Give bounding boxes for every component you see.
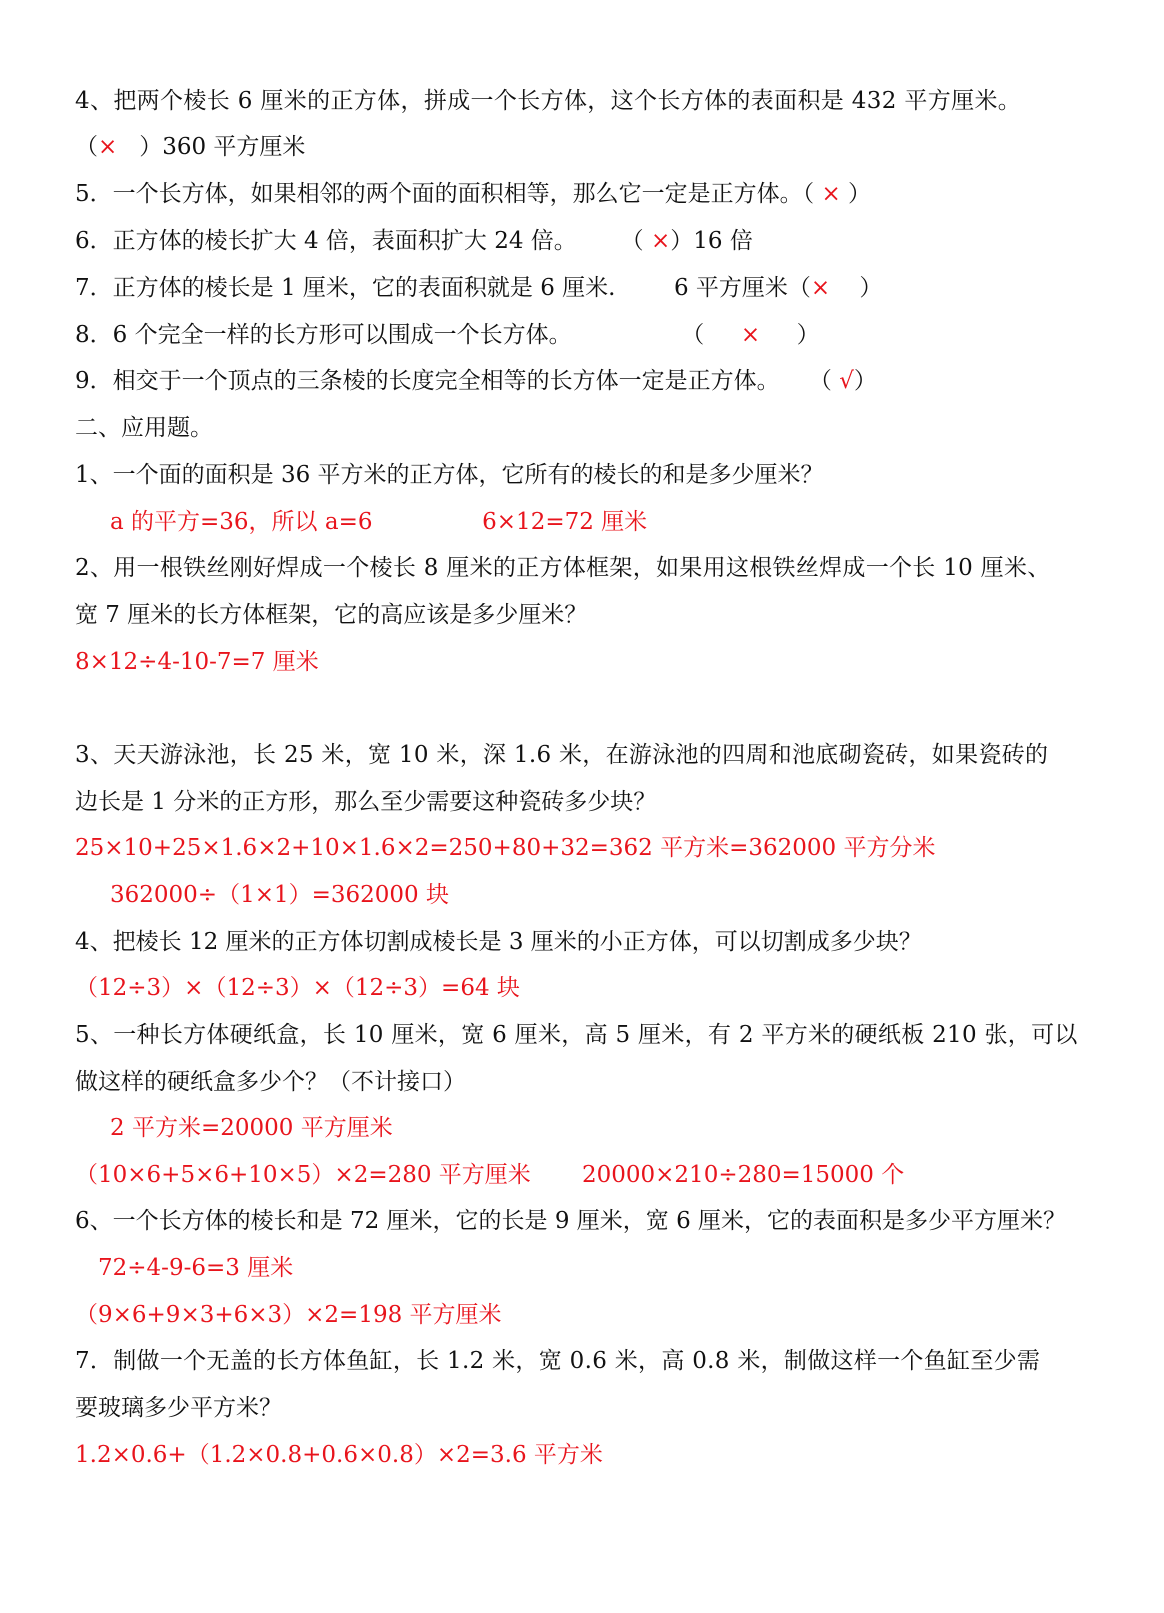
judge-q7 (75, 273, 882, 303)
problem-7-question-line1: 7．制做一个无盖的长方体鱼缸，长 1.2 米，宽 0.6 米，高 0.8 米，制做这样一个鱼缸至少需 (75, 1348, 1041, 1374)
problem-3-question-line1: 3、天天游泳池，长 25 米，宽 10 米，深 1.6 米，在游泳池的四周和池底砌瓷砖，如果瓷砖的 (75, 742, 1049, 768)
judge-q6-mark: × (650, 228, 671, 254)
judge-q5-close: ） (840, 181, 872, 207)
judge-q5-text: 5．一个长方体，如果相邻的两个面的面积相等，那么它一定是正方体。（ (75, 181, 822, 207)
problem-2-answer: 8×12÷4-10-7=7 厘米 (75, 649, 319, 675)
judge-q9-mark: √ (839, 368, 854, 394)
problem-1-question: 1、一个面的面积是 36 平方米的正方体，它所有的棱长的和是多少厘米？ (75, 462, 824, 488)
judge-q5 (75, 179, 871, 209)
judge-q4-answer-line (75, 132, 305, 162)
judge-q6-close: ）16 倍 (670, 228, 753, 254)
judge-q8-text: 8．6 个完全一样的长方形可以围成一个长方体。 （ (75, 322, 741, 348)
judge-q4 (75, 86, 1021, 116)
problem-4-answer: （12÷3）×（12÷3）×（12÷3）=64 块 (75, 975, 520, 1001)
problem-5-answer-line1: 2 平方米=20000 平方厘米 (110, 1115, 393, 1141)
judge-q7-text: 7．正方体的棱长是 1 厘米，它的表面积就是 6 厘米. 6 平方厘米（ (75, 275, 811, 301)
problem-6-answer-line2: （9×6+9×3+6×3）×2=198 平方厘米 (75, 1302, 502, 1328)
judge-q9-text: 9．相交于一个顶点的三条棱的长度完全相等的长方体一定是正方体。 （ (75, 368, 840, 394)
judge-q9 (75, 366, 877, 396)
problem-7-answer: 1.2×0.6+（1.2×0.8+0.6×0.8）×2=3.6 平方米 (75, 1442, 603, 1468)
judge-q7-close: ） (830, 275, 883, 301)
problem-2-question-line1: 2、用一根铁丝刚好焊成一个棱长 8 厘米的正方体框架，如果用这根铁丝焊成一个长 10 厘米、 (75, 555, 1051, 581)
problem-3-answer-line1: 25×10+25×1.6×2+10×1.6×2=250+80+32=362 平方米=362000 平方分米 (75, 835, 936, 861)
judge-q8-close: ） (760, 322, 820, 348)
problem-6-answer-line1: 72÷4-9-6=3 厘米 (98, 1255, 294, 1281)
judge-q4-mark: × (98, 134, 118, 160)
problem-2-question-line2: 宽 7 厘米的长方体框架，它的高应该是多少厘米？ (75, 602, 588, 628)
problem-3-question-line2: 边长是 1 分米的正方形，那么至少需要这种瓷砖多少块？ (75, 789, 657, 815)
problem-5-question-line2: 做这样的硬纸盒多少个？（不计接口） (75, 1069, 466, 1095)
problem-5-answer-line2: （10×6+5×6+10×5）×2=280 平方厘米 20000×210÷280=15000 个 (75, 1162, 905, 1188)
judge-q4-text: 4、把两个棱长 6 厘米的正方体，拼成一个长方体，这个长方体的表面积是 432 平方厘米。 (75, 88, 1022, 114)
judge-q4-paren-open: （ (75, 134, 98, 160)
judge-q6 (75, 226, 753, 256)
problem-1-answer: a 的平方=36，所以 a=6 6×12=72 厘米 (110, 509, 648, 535)
problem-6-question: 6、一个长方体的棱长和是 72 厘米，它的长是 9 厘米，宽 6 厘米，它的表面积是多少平方厘米？ (75, 1208, 1067, 1234)
problem-4-question: 4、把棱长 12 厘米的正方体切割成棱长是 3 厘米的小正方体，可以切割成多少块？ (75, 929, 922, 955)
judge-q4-correction: ）360 平方厘米 (117, 134, 306, 160)
problem-3-answer-line2: 362000÷（1×1）=362000 块 (110, 882, 449, 908)
judge-q9-close: ） (853, 368, 877, 394)
judge-q7-mark: × (810, 275, 831, 301)
judge-q8-mark: × (740, 322, 761, 348)
judge-q8 (75, 320, 820, 350)
judge-q6-text: 6．正方体的棱长扩大 4 倍，表面积扩大 24 倍。 （ (75, 228, 651, 254)
problem-7-question-line2: 要玻璃多少平方米？ (75, 1395, 282, 1421)
judge-q5-mark: × (821, 181, 841, 207)
section-heading: 二、应用题。 (75, 415, 213, 441)
problem-5-question-line1: 5、一种长方体硬纸盒，长 10 厘米，宽 6 厘米，高 5 厘米，有 2 平方米的硬纸板 210 张，可以 (75, 1022, 1078, 1048)
